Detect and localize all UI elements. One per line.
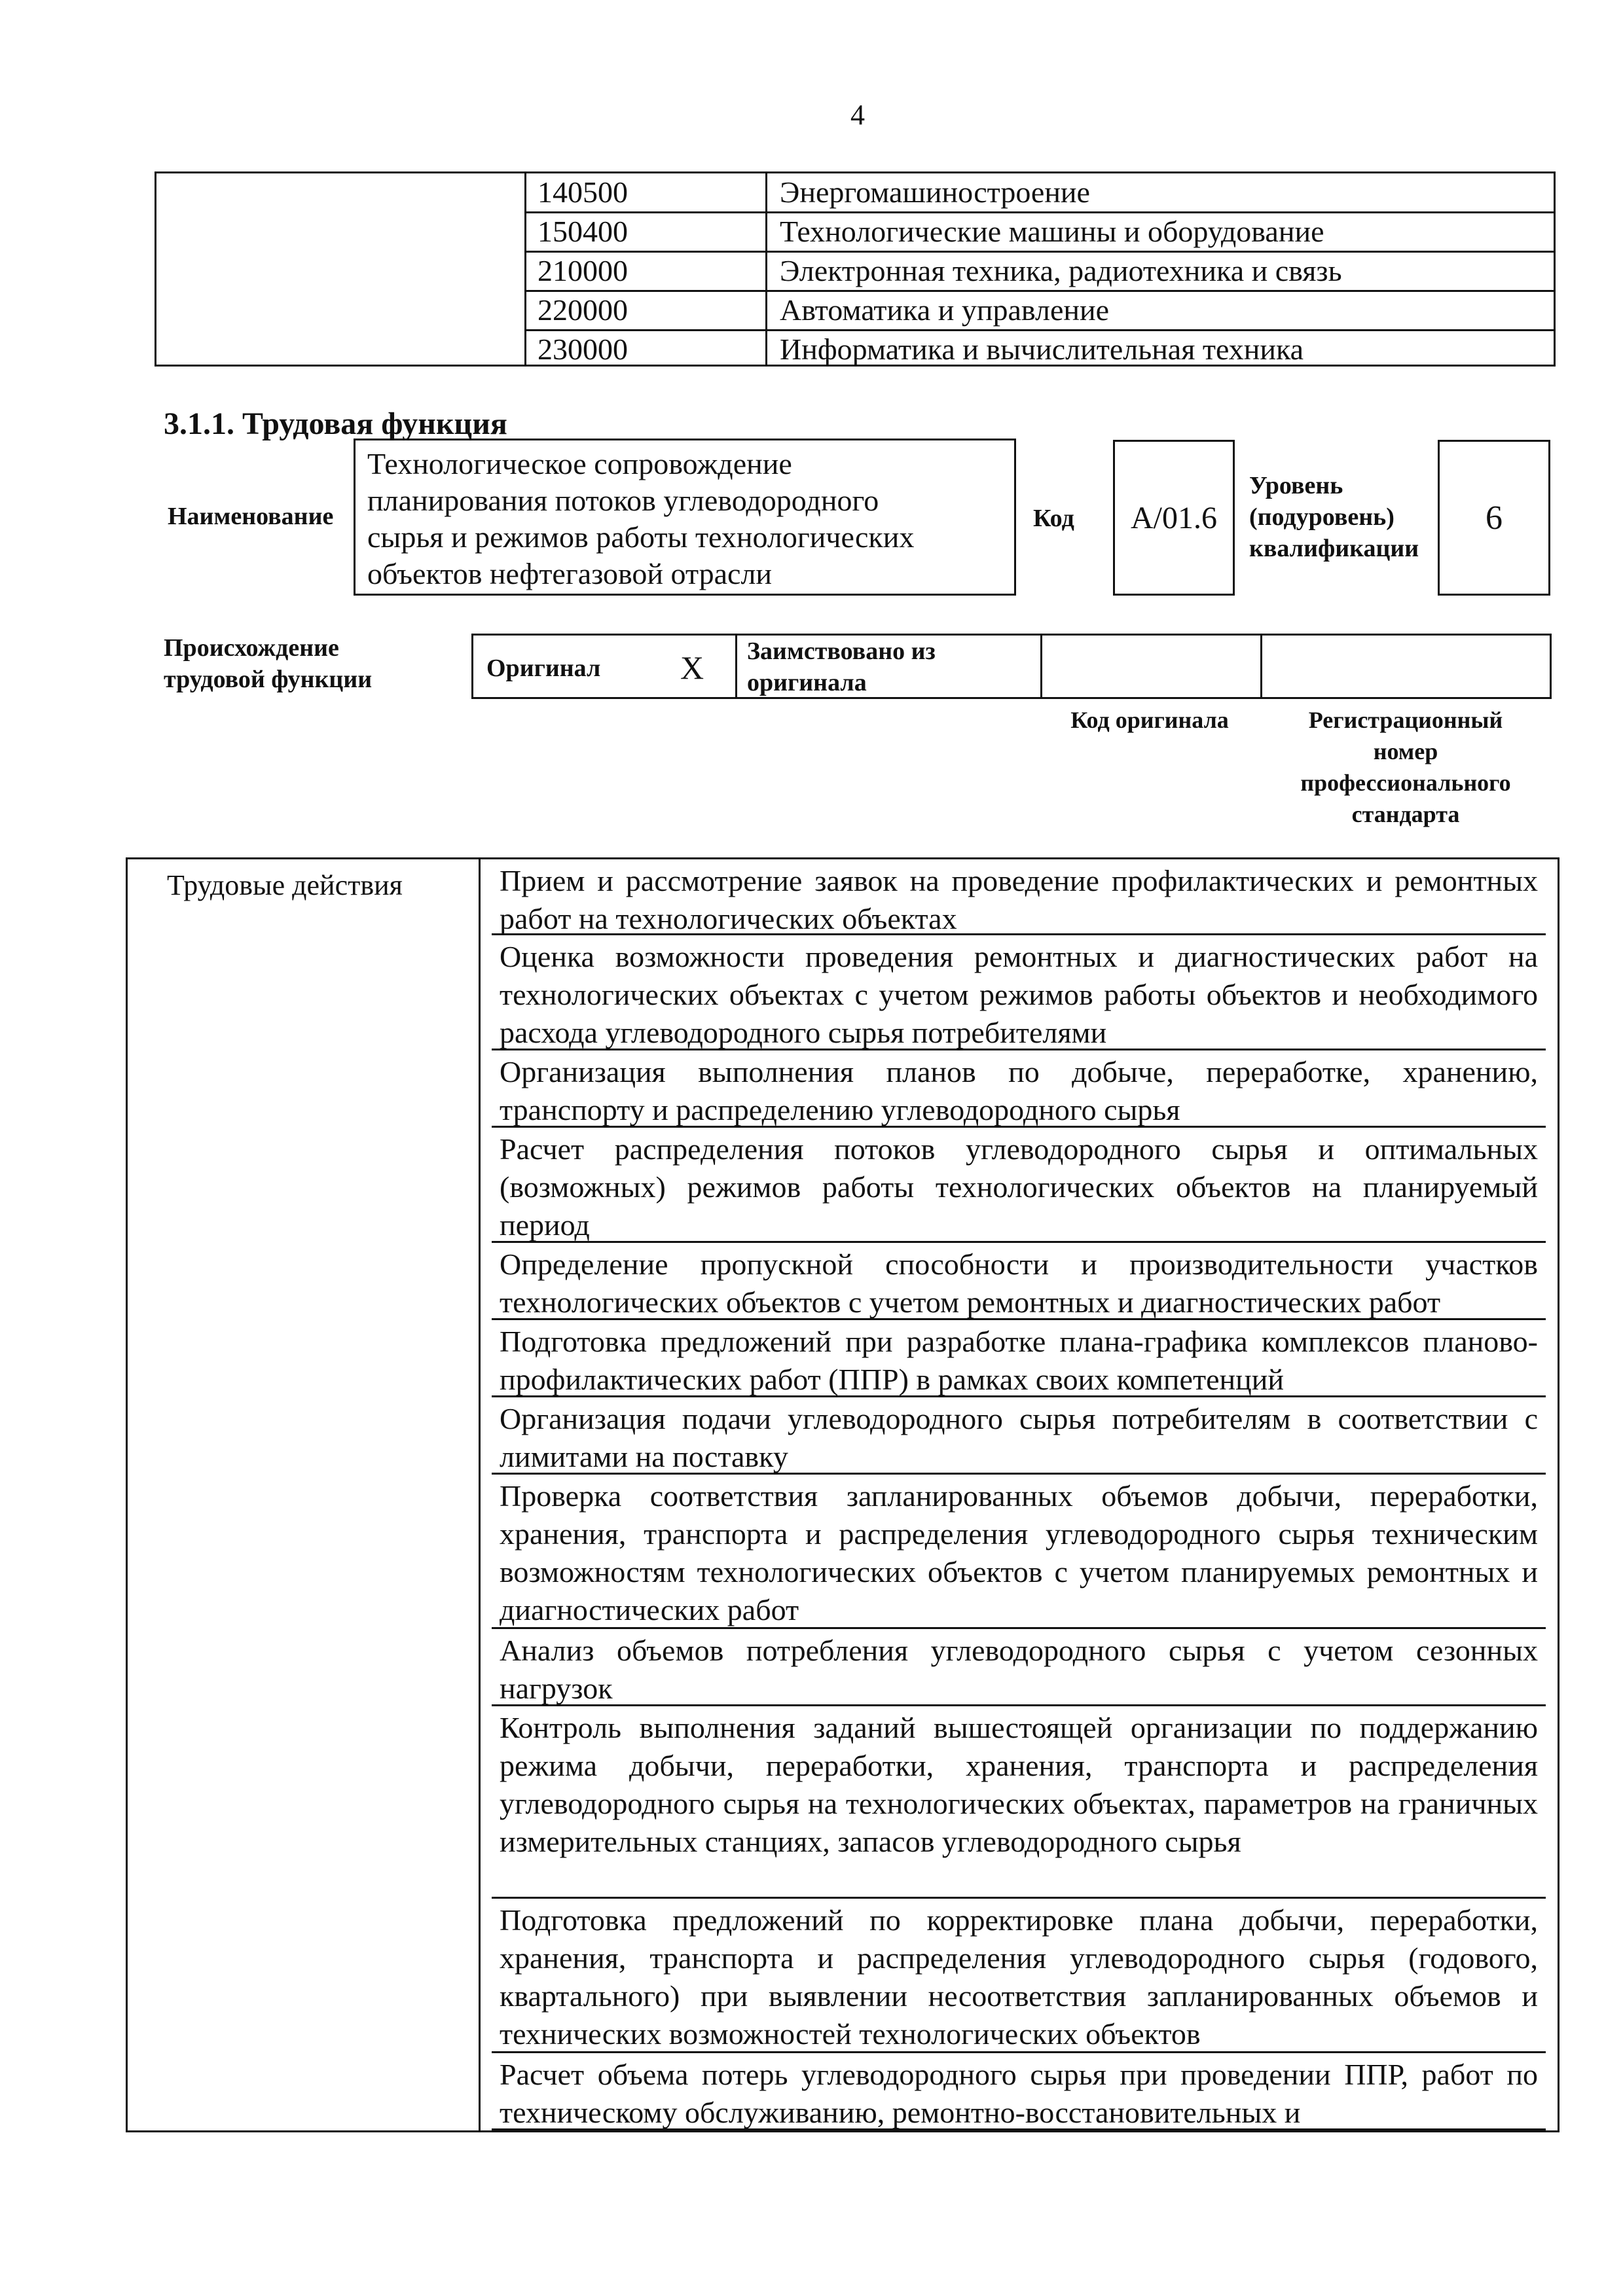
function-name-line: сырья и режимов работы технологических bbox=[367, 520, 915, 554]
origin-label bbox=[164, 632, 372, 695]
labor-action-item: Подготовка предложений при разработке плана-графика комплексов планово-профилактических работ (ППР) в рамках своих компетенций bbox=[492, 1320, 1546, 1397]
function-name-line: объектов нефтегазовой отрасли bbox=[367, 557, 773, 590]
function-name-line: планирования потоков углеводородного bbox=[367, 484, 879, 517]
origin-label-line: Происхождение bbox=[164, 634, 339, 662]
caption-line: профессионального bbox=[1300, 770, 1511, 796]
origin-label-line: трудовой функции bbox=[164, 666, 373, 693]
labor-action-item: Организация подачи углеводородного сырья потребителям в соответствии с лимитами на поставку bbox=[492, 1397, 1546, 1475]
labor-action-item: Прием и рассмотрение заявок на проведение профилактических и ремонтных работ на технологических объектах bbox=[492, 859, 1546, 935]
specialty-code: 210000 bbox=[538, 254, 628, 287]
labor-action-item: Определение пропускной способности и производительности участков технологических объектов с учетом ремонтных и диагностических работ bbox=[492, 1243, 1546, 1320]
qualification-level: 6 bbox=[1438, 440, 1550, 596]
caption-line: номер bbox=[1373, 738, 1438, 764]
labor-action-item: Контроль выполнения заданий вышестоящей организации по поддержанию режима добычи, переработки, хранения, транспорта и распределения углеводородного сырья на технологических объектах, параметров на граничных измерительных станциях, запасов углеводородного сырья bbox=[492, 1706, 1546, 1899]
function-name-line: Технологическое сопровождение bbox=[367, 447, 792, 480]
labor-action-item: Организация выполнения планов по добыче, переработке, хранению, транспорту и распределению углеводородного сырья bbox=[492, 1050, 1546, 1128]
labor-action-item: Анализ объемов потребления углеводородного сырья с учетом сезонных нагрузок bbox=[492, 1629, 1546, 1706]
specialty-code: 140500 bbox=[538, 175, 628, 209]
function-name-box bbox=[354, 439, 1016, 596]
labor-action-item: Проверка соответствия запланированных объемов добычи, переработки, хранения, транспорта и распределения углеводородного сырья техническим возможностям технологических объектов с учетом планируемых ремонтных и диагностических работ bbox=[492, 1475, 1546, 1629]
section-heading: 3.1.1. Трудовая функция bbox=[164, 406, 507, 441]
caption-line: Регистрационный bbox=[1308, 707, 1503, 733]
specialty-name: Электронная техника, радиотехника и связь bbox=[780, 254, 1342, 287]
origin-row bbox=[471, 634, 1552, 699]
specialty-name: Информатика и вычислительная техника bbox=[780, 332, 1304, 366]
table-divider bbox=[765, 173, 767, 365]
specialty-name: Технологические машины и оборудование bbox=[780, 215, 1324, 248]
original-mark: X bbox=[680, 649, 704, 686]
code-label: Код bbox=[1033, 505, 1074, 532]
registration-number-caption bbox=[1258, 704, 1553, 830]
original-label: Оригинал bbox=[486, 655, 601, 682]
level-label-line: Уровень bbox=[1249, 472, 1343, 499]
specialty-code: 230000 bbox=[538, 332, 628, 366]
caption-line: стандарта bbox=[1351, 801, 1460, 827]
level-label bbox=[1249, 470, 1419, 564]
borrowed-label bbox=[747, 636, 936, 698]
level-label-line: (подуровень) bbox=[1249, 503, 1395, 531]
function-code: A/01.6 bbox=[1113, 440, 1235, 596]
specialty-code: 220000 bbox=[538, 293, 628, 327]
labor-action-item: Подготовка предложений по корректировке плана добычи, переработки, хранения, транспорта и распределения углеводородного сырья (годового, квартального) при выявлении несоответствия запланированных объемов и технических возможностей технологических объектов bbox=[492, 1899, 1546, 2053]
labor-action-item: Расчет распределения потоков углеводородного сырья и оптимальных (возможных) режимов работы технологических объектов на планируемый период bbox=[492, 1128, 1546, 1243]
specialty-table bbox=[155, 171, 1556, 367]
table-divider bbox=[1260, 636, 1262, 697]
specialty-name: Автоматика и управление bbox=[780, 293, 1110, 327]
labor-action-item: Расчет объема потерь углеводородного сырья при проведении ППР, работ по техническому обслуживанию, ремонтно-восстановительных и bbox=[492, 2053, 1546, 2130]
table-divider bbox=[1040, 636, 1042, 697]
table-divider bbox=[735, 636, 737, 697]
table-divider bbox=[524, 173, 526, 365]
labor-actions-table bbox=[126, 857, 1559, 2132]
page-number: 4 bbox=[850, 99, 865, 131]
level-label-line: квалификации bbox=[1249, 535, 1419, 562]
specialty-code: 150400 bbox=[538, 215, 628, 248]
borrowed-label-line: Заимствовано из bbox=[747, 637, 936, 665]
labor-action-item: Оценка возможности проведения ремонтных и диагностических работ на технологических объектах с учетом режимов работы объектов и необходимого расхода углеводородного сырья потребителями bbox=[492, 935, 1546, 1050]
table-divider bbox=[479, 859, 481, 2130]
specialty-name: Энергомашиностроение bbox=[780, 175, 1090, 209]
borrowed-label-line: оригинала bbox=[747, 669, 867, 696]
original-code-caption: Код оригинала bbox=[1070, 707, 1229, 733]
labor-actions-label: Трудовые действия bbox=[167, 869, 403, 901]
name-label: Наименование bbox=[168, 503, 334, 530]
